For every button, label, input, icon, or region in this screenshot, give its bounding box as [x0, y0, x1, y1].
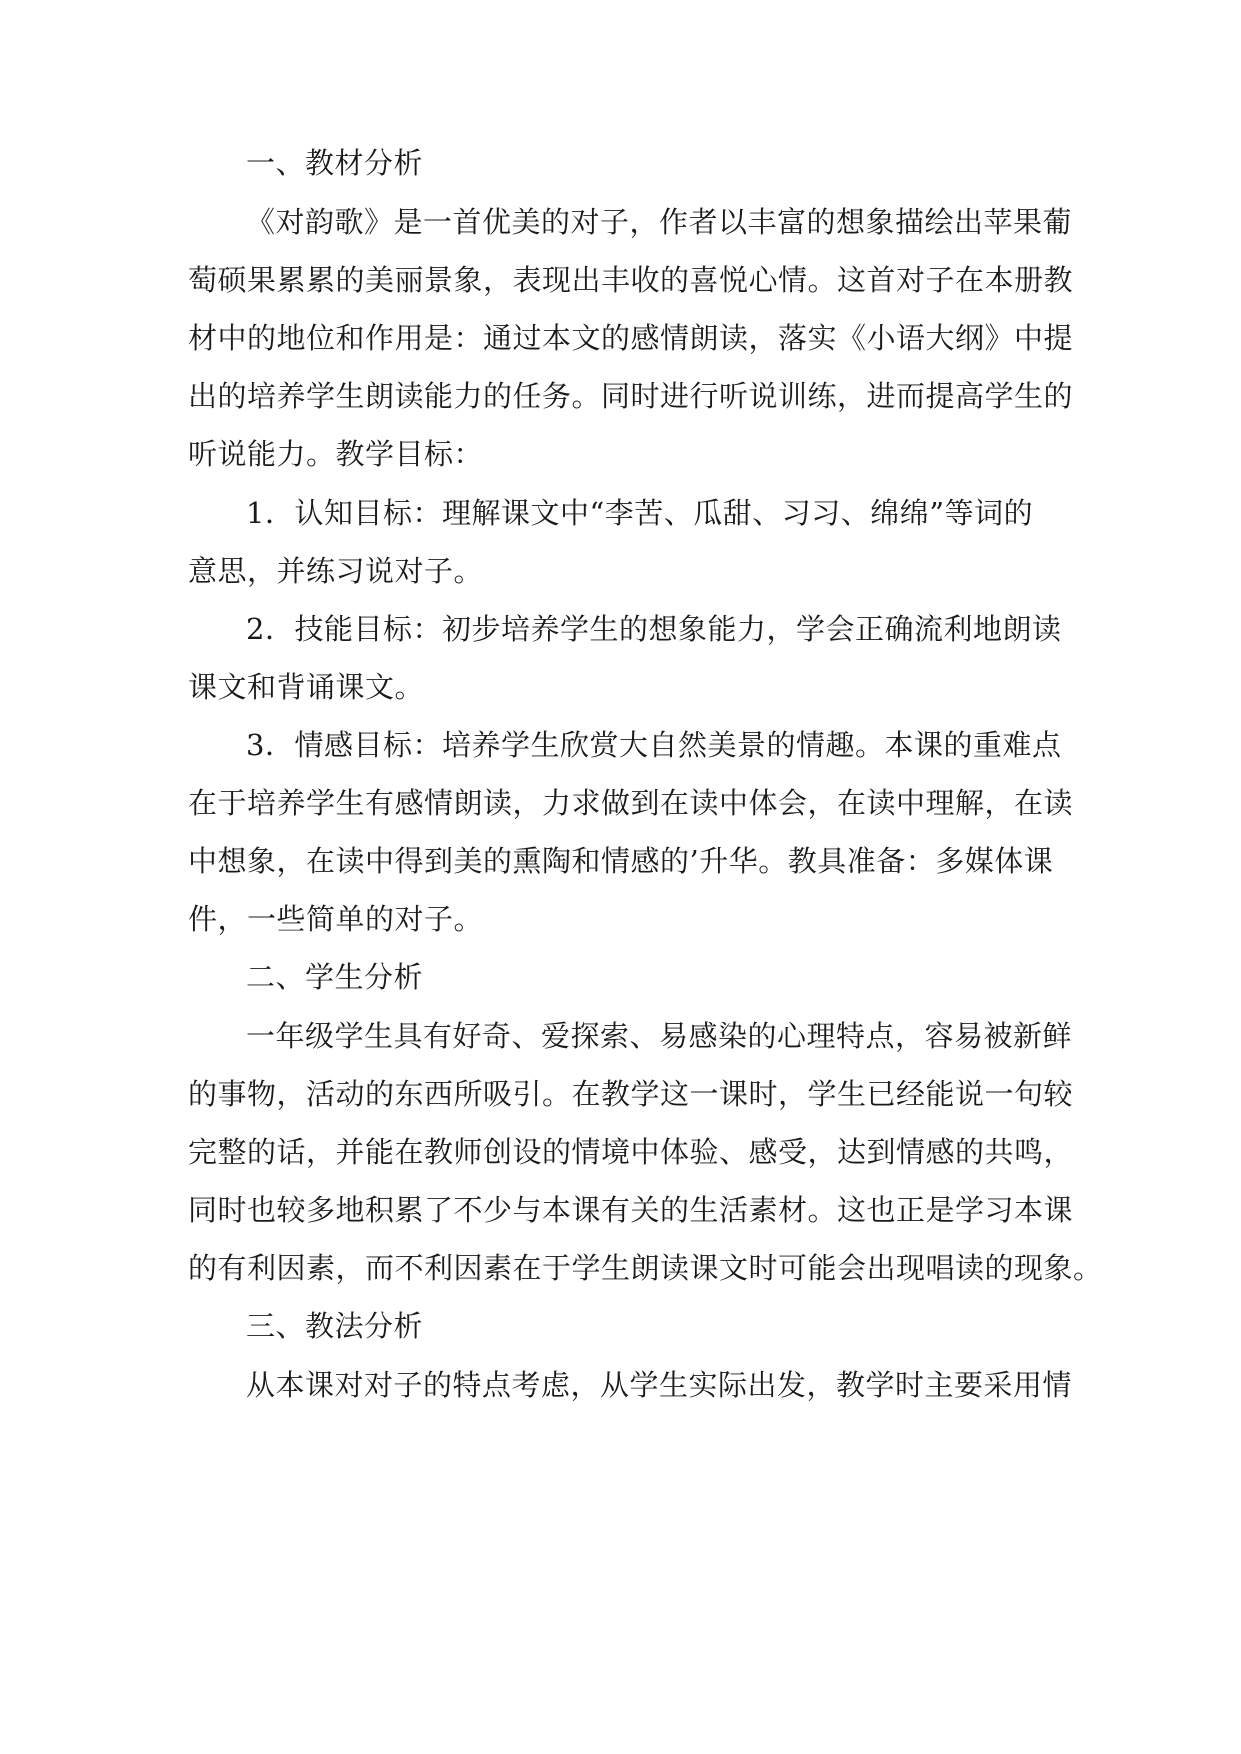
paragraph-line: 在于培养学生有感情朗读，力求做到在读中体会，在读中理解，在读 — [188, 786, 1074, 820]
paragraph-line: 萄硕果累累的美丽景象，表现出丰收的喜悦心情。这首对子在本册教 — [188, 263, 1074, 297]
paragraph-line: 出的培养学生朗读能力的任务。同时进行听说训练，进而提高学生的 — [188, 379, 1074, 413]
paragraph-line: 的事物，活动的东西所吸引。在教学这一课时，学生已经能说一句较 — [188, 1077, 1074, 1111]
section-heading-teaching-method: 三、教法分析 — [246, 1309, 424, 1343]
paragraph-line: 件，一些简单的对子。 — [188, 902, 484, 936]
paragraph-line: 课文和背诵课文。 — [188, 670, 425, 704]
paragraph-line: 完整的话，并能在教师创设的情境中体验、感受，达到情感的共鸣， — [188, 1135, 1074, 1169]
paragraph-line: 中想象，在读中得到美的熏陶和情感的’升华。教具准备：多媒体课 — [188, 844, 1054, 878]
paragraph-line: 听说能力。教学目标： — [188, 437, 484, 471]
paragraph-line: 《对韵歌》是一首优美的对子，作者以丰富的想象描绘出苹果葡 — [246, 205, 1073, 239]
goal-item-emotion: 3．情感目标：培养学生欣赏大自然美景的情趣。本课的重难点 — [246, 728, 1062, 762]
paragraph-line: 意思，并练习说对子。 — [188, 554, 484, 588]
goal-item-cognitive: 1．认知目标：理解课文中“李苦、瓜甜、习习、绵绵”等词的 — [246, 496, 1034, 530]
goal-item-skill: 2．技能目标：初步培养学生的想象能力，学会正确流利地朗读 — [246, 612, 1062, 646]
section-heading-student-analysis: 二、学生分析 — [246, 960, 424, 994]
paragraph-line: 的有利因素，而不利因素在于学生朗读课文时可能会出现唱读的现象。 — [188, 1251, 1103, 1285]
paragraph-line: 材中的地位和作用是：通过本文的感情朗读，落实《小语大纲》中提 — [188, 321, 1074, 355]
paragraph-line: 同时也较多地积累了不少与本课有关的生活素材。这也正是学习本课 — [188, 1193, 1074, 1227]
paragraph-line: 从本课对对子的特点考虑，从学生实际出发，教学时主要采用情 — [246, 1368, 1073, 1402]
section-heading-textbook-analysis: 一、教材分析 — [246, 146, 424, 180]
paragraph-line: 一年级学生具有好奇、爱探索、易感染的心理特点，容易被新鲜 — [246, 1019, 1073, 1053]
